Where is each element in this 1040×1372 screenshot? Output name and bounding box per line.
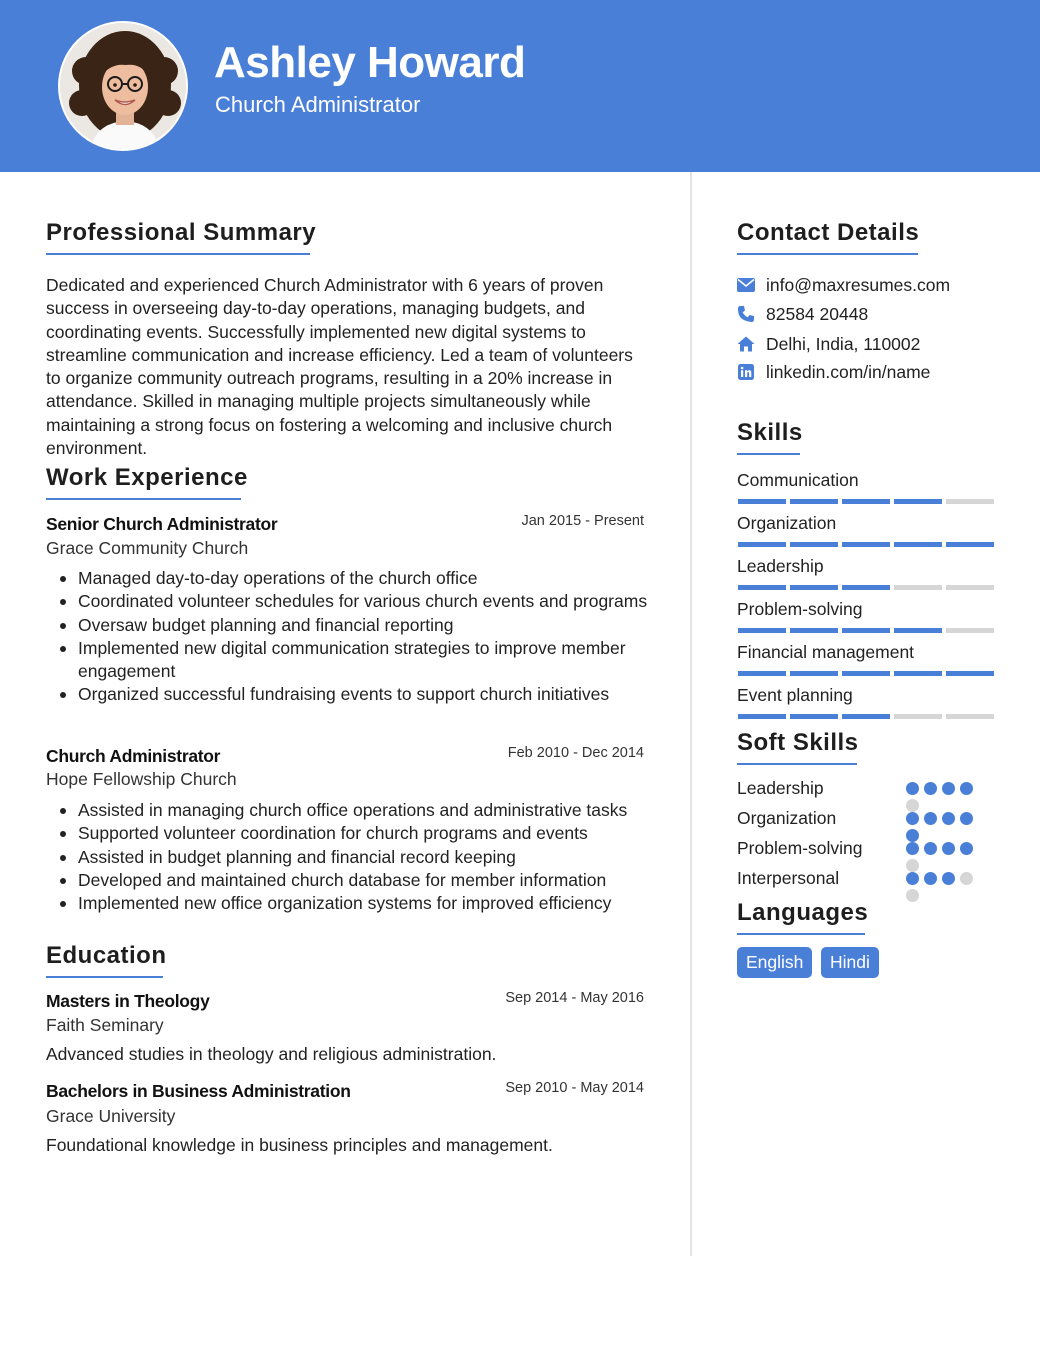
rating-dot [942, 812, 955, 825]
soft-skills-heading: Soft Skills [737, 729, 857, 765]
skill-level-segment [790, 628, 838, 633]
contact-email [737, 274, 950, 296]
contact-linkedin-text[interactable]: linkedin.com/in/name [766, 361, 931, 382]
skill-name: Organization [737, 513, 837, 533]
rating-dot [942, 872, 955, 885]
skill-level-segment [738, 628, 786, 633]
skill-level-bar [738, 714, 994, 719]
job-bullet: Assisted in managing church office operations and administrative tasks [78, 799, 648, 822]
education-heading: Education [46, 942, 163, 978]
soft-skill-name: Leadership [737, 778, 824, 798]
job-bullet: Managed day-to-day operations of the church office [78, 567, 648, 590]
skill-level-bar [738, 585, 994, 590]
column-divider [690, 172, 692, 1256]
degree-date: Sep 2014 - May 2016 [505, 990, 644, 1006]
job-date: Jan 2015 - Present [521, 513, 644, 529]
experience-heading: Work Experience [46, 464, 241, 500]
skill-level-segment [946, 499, 994, 504]
skill-level-segment [842, 585, 890, 590]
soft-skill-rating [906, 872, 978, 902]
job-date: Feb 2010 - Dec 2014 [507, 745, 644, 761]
rating-dot [924, 872, 937, 885]
degree-title: Bachelors in Business Administration [46, 1081, 351, 1101]
soft-skill-name: Interpersonal [737, 868, 840, 888]
degree-description: Advanced studies in theology and religious administration. [46, 1044, 497, 1064]
rating-dot [906, 859, 919, 872]
skill-level-bar [738, 671, 994, 676]
rating-dot [942, 782, 955, 795]
skill-level-segment [738, 714, 786, 719]
skill-level-segment [790, 585, 838, 590]
summary-heading: Professional Summary [46, 219, 310, 255]
job-bullets [78, 567, 648, 707]
skill-level-segment [894, 714, 942, 719]
skill-name: Communication [737, 470, 859, 490]
rating-dot [924, 812, 937, 825]
job-bullet: Assisted in budget planning and financial record keeping [78, 846, 648, 869]
skill-level-segment [738, 499, 786, 504]
skill-level-segment [894, 542, 942, 547]
envelope-icon [737, 276, 755, 294]
soft-skill-rating [906, 782, 978, 812]
rating-dot [924, 842, 937, 855]
skill-level-segment [894, 585, 942, 590]
degree-title: Masters in Theology [46, 991, 210, 1011]
contact-phone-text[interactable]: 82584 20448 [766, 303, 869, 324]
skill-level-segment [790, 714, 838, 719]
candidate-name: Ashley Howard [214, 38, 526, 87]
skill-level-segment [842, 671, 890, 676]
rating-dot [906, 799, 919, 812]
skills-heading: Skills [737, 419, 800, 455]
skill-level-bar [738, 628, 994, 633]
job-bullets [78, 799, 648, 915]
home-icon [737, 335, 755, 353]
skill-level-segment [946, 671, 994, 676]
skill-level-segment [790, 542, 838, 547]
rating-dot [906, 782, 919, 795]
school-name: Grace University [46, 1106, 176, 1126]
skill-level-segment [946, 585, 994, 590]
skill-level-segment [842, 714, 890, 719]
language-tag-hindi: Hindi [821, 947, 879, 978]
rating-dot [906, 842, 919, 855]
job-bullet: Implemented new office organization systems for improved efficiency [78, 892, 648, 915]
rating-dot [906, 812, 919, 825]
skill-level-segment [946, 542, 994, 547]
phone-icon [737, 305, 755, 323]
skill-level-segment [738, 671, 786, 676]
skill-level-bar [738, 499, 994, 504]
summary-text: Dedicated and experienced Church Administrator with 6 years of proven success in overseeing day-to-day operations, managing budgets, and coordinating events. Successfully implemented new digital systems to streamline communication and increase efficiency. Led a team of volunteers to organize community outreach programs, resulting in a 20% increase in attendance. Skilled in managing multiple projects simultaneously while maintaining a strong focus on fostering a welcoming and inclusive church environment. [46, 275, 633, 459]
skill-level-segment [842, 628, 890, 633]
skill-name: Financial management [737, 642, 915, 662]
skill-name: Problem-solving [737, 599, 863, 619]
soft-skill-name: Organization [737, 808, 837, 828]
rating-dot [960, 872, 973, 885]
skill-level-segment [790, 499, 838, 504]
rating-dot [960, 812, 973, 825]
job-bullet: Developed and maintained church database for member information [78, 869, 648, 892]
job-bullet: Organized successful fundraising events to support church initiatives [78, 683, 648, 706]
skill-level-segment [946, 714, 994, 719]
job-title: Church Administrator [46, 746, 221, 766]
skill-level-segment [842, 499, 890, 504]
job-bullet: Oversaw budget planning and financial reporting [78, 614, 648, 637]
language-tag-english: English [737, 947, 812, 978]
avatar [58, 21, 188, 151]
skill-name: Event planning [737, 685, 853, 705]
contact-email-text[interactable]: info@maxresumes.com [766, 274, 951, 295]
job-organization: Hope Fellowship Church [46, 769, 237, 789]
contact-linkedin [737, 361, 930, 383]
rating-dot [906, 872, 919, 885]
degree-date: Sep 2010 - May 2014 [505, 1080, 644, 1096]
contact-phone [737, 303, 868, 325]
skill-level-segment [738, 585, 786, 590]
languages-heading: Languages [737, 899, 865, 935]
skill-level-segment [738, 542, 786, 547]
degree-description: Foundational knowledge in business principles and management. [46, 1135, 553, 1155]
skill-level-segment [946, 628, 994, 633]
school-name: Faith Seminary [46, 1015, 164, 1035]
job-bullet: Coordinated volunteer schedules for various church events and programs [78, 590, 648, 613]
rating-dot [960, 782, 973, 795]
rating-dot [924, 782, 937, 795]
rating-dot [960, 842, 973, 855]
soft-skill-rating [906, 812, 978, 842]
skill-level-bar [738, 542, 994, 547]
skill-level-segment [842, 542, 890, 547]
contact-address-text: Delhi, India, 110002 [766, 333, 921, 354]
job-title: Senior Church Administrator [46, 514, 278, 534]
job-bullet: Implemented new digital communication strategies to improve member engagement [78, 637, 648, 684]
skill-level-segment [894, 499, 942, 504]
soft-skill-name: Problem-solving [737, 838, 863, 858]
profile-photo-icon [60, 23, 188, 151]
skill-level-segment [894, 671, 942, 676]
job-organization: Grace Community Church [46, 538, 249, 558]
candidate-title: Church Administrator [215, 92, 421, 117]
rating-dot [906, 829, 919, 842]
soft-skill-rating [906, 842, 978, 872]
contact-address [737, 333, 920, 355]
rating-dot [906, 889, 919, 902]
contact-heading: Contact Details [737, 219, 918, 255]
job-bullet: Supported volunteer coordination for church programs and events [78, 822, 648, 845]
resume-header [0, 0, 1040, 172]
skill-level-segment [894, 628, 942, 633]
skill-level-segment [790, 671, 838, 676]
skill-name: Leadership [737, 556, 824, 576]
linkedin-icon [737, 363, 755, 381]
rating-dot [942, 842, 955, 855]
